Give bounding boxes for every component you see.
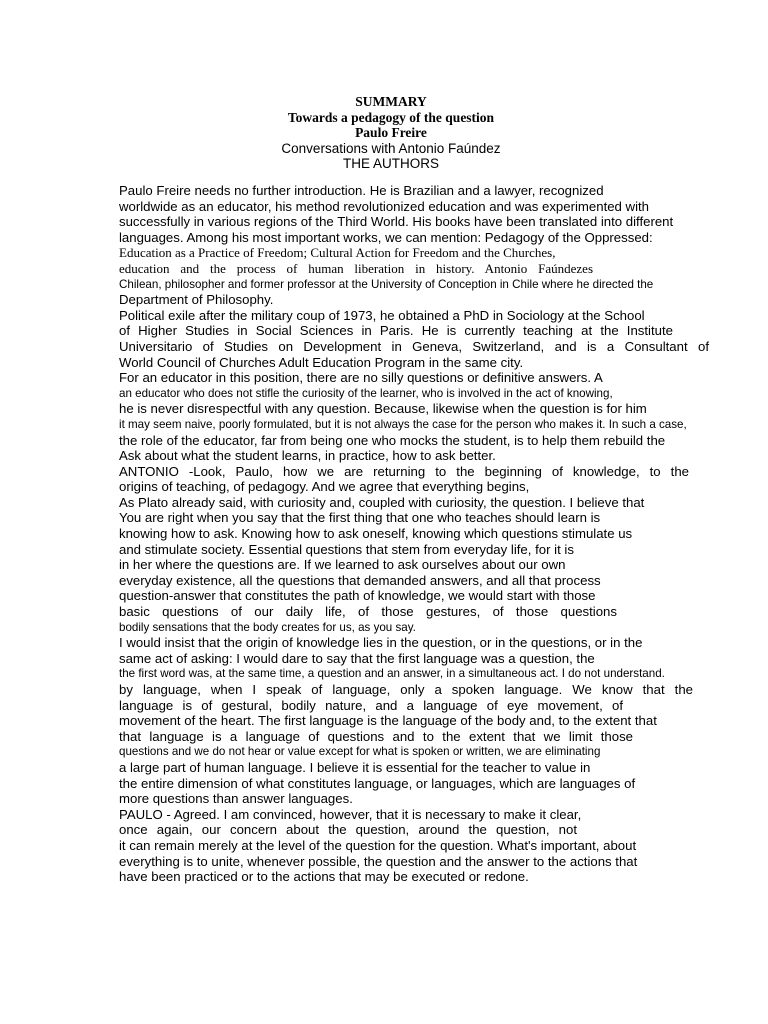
text-line: successfully in various regions of the Third World. His books have been translated into different <box>119 214 674 230</box>
text-line: origins of teaching, of pedagogy. And we agree that everything begins, <box>119 479 530 495</box>
text-line: World Council of Churches Adult Education Program in the same city. <box>119 354 524 370</box>
text-line: ANTONIO -Look, Paulo, how we are returning to the beginning of knowledge, to the <box>119 463 689 479</box>
document-title: Towards a pedagogy of the question <box>287 109 495 125</box>
text-line: Ask about what the student learns, in practice, how to ask better. <box>119 448 496 464</box>
text-line: Universitario of Studies on Development in Geneva, Switzerland, and is a Consultant of <box>119 338 709 354</box>
text-line: it may seem naive, poorly formulated, but it is not always the case for the person who makes it. In such a case, <box>119 417 687 431</box>
text-line: education and the process of human liberation in history. Antonio Faúndezes <box>119 260 593 276</box>
text-line: For an educator in this position, there are no silly questions or definitive answers. A <box>119 370 603 386</box>
text-line: worldwide as an educator, his method revolutionized education and was experimented with <box>119 198 650 214</box>
text-line: the entire dimension of what constitutes language, or languages, which are languages of <box>119 775 636 791</box>
text-line: question-answer that constitutes the path of knowledge, we would start with those <box>119 588 596 604</box>
summary-heading: SUMMARY <box>355 94 427 109</box>
text-line: by language, when I speak of language, only a spoken language. We know that the <box>119 682 693 697</box>
document-body <box>119 183 709 885</box>
text-line: a large part of human language. I believe it is essential for the teacher to value in <box>119 759 591 775</box>
text-line: Political exile after the military coup of 1973, he obtained a PhD in Sociology at the School <box>119 307 645 323</box>
text-line: basic questions of our daily life, of those gestures, of those questions <box>119 604 617 620</box>
text-line: have been practiced or to the actions that may be executed or redone. <box>119 869 529 885</box>
document-subtitle: Conversations with Antonio Faúndez <box>281 140 501 156</box>
text-line: questions and we do not hear or value except for what is spoken or written, we are eliminating <box>119 745 601 759</box>
text-line: bodily sensations that the body creates for us, as you say. <box>119 620 416 634</box>
text-line: I would insist that the origin of knowledge lies in the question, or in the questions, or in the <box>119 635 643 651</box>
section-heading: THE AUTHORS <box>342 156 439 171</box>
document-author: Paulo Freire <box>355 125 427 140</box>
text-line: he is never disrespectful with any question. Because, likewise when the question is for him <box>119 401 647 417</box>
text-line: once again, our concern about the question, around the question, not <box>119 822 577 838</box>
text-line: the role of the educator, far from being one who mocks the student, is to help them rebuild the <box>119 432 666 448</box>
text-line: everyday existence, all the questions that demanded answers, and all that process <box>119 572 601 588</box>
text-line: more questions than answer languages. <box>119 791 353 807</box>
text-line: it can remain merely at the level of the question for the question. What's important, about <box>119 837 637 853</box>
text-line: knowing how to ask. Knowing how to ask oneself, knowing which questions stimulate us <box>119 526 633 542</box>
text-line: language is of gestural, bodily nature, and a language of eye movement, of <box>119 697 623 713</box>
text-line: that language is a language of questions and to the extent that we limit those <box>119 728 633 744</box>
text-line: Education as a Practice of Freedom; Cultural Action for Freedom and the Churches, <box>119 245 556 261</box>
text-line: same act of asking: I would dare to say that the first language was a question, the <box>119 650 595 666</box>
text-line: an educator who does not stifle the curiosity of the learner, who is involved in the act of knowing, <box>119 386 613 400</box>
text-line: PAULO - Agreed. I am convinced, however, that it is necessary to make it clear, <box>119 806 582 822</box>
text-line: languages. Among his most important works, we can mention: Pedagogy of the Oppressed: <box>119 229 653 245</box>
text-line: the first word was, at the same time, a question and an answer, in a simultaneous act. I do not understand. <box>119 667 665 681</box>
text-line: As Plato already said, with curiosity and, coupled with curiosity, the question. I believe that <box>119 494 645 510</box>
text-line: You are right when you say that the first thing that one who teaches should learn is <box>119 510 601 526</box>
text-line: Department of Philosophy. <box>119 292 274 308</box>
document-header <box>0 94 768 172</box>
text-line: in her where the questions are. If we learned to ask ourselves about our own <box>119 557 566 573</box>
text-line: and stimulate society. Essential questions that stem from everyday life, for it is <box>119 541 574 557</box>
text-line: Paulo Freire needs no further introduction. He is Brazilian and a lawyer, recognized <box>119 183 604 198</box>
text-line: Chilean, philosopher and former professor at the University of Conception in Chile where he directed the <box>119 277 654 291</box>
text-line: everything is to unite, whenever possible, the question and the answer to the actions that <box>119 853 638 869</box>
text-line: of Higher Studies in Social Sciences in Paris. He is currently teaching at the Institute <box>119 323 673 339</box>
text-line: movement of the heart. The first language is the language of the body and, to the extent that <box>119 713 657 729</box>
